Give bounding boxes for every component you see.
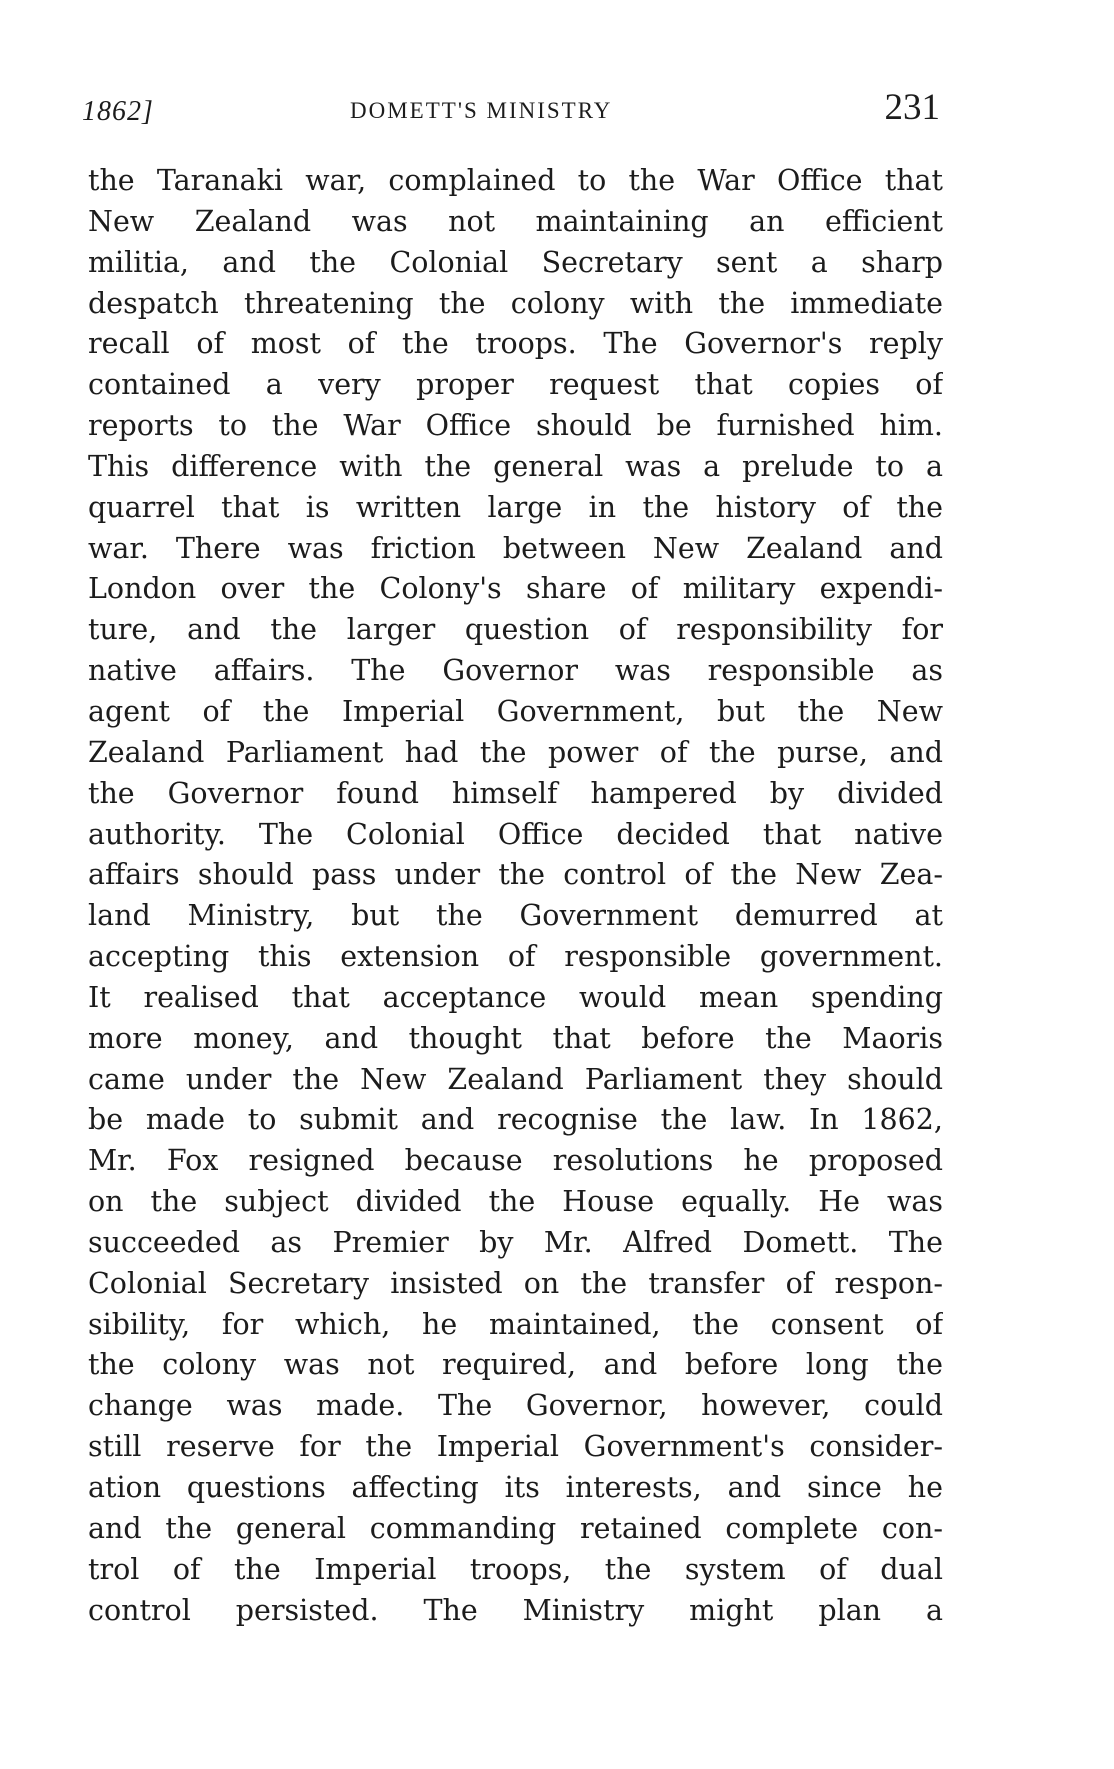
- text-line: more money, and thought that before the Maoris: [88, 1021, 943, 1055]
- text-line: It realised that acceptance would mean spending: [88, 980, 943, 1014]
- text-line: and the general commanding retained complete con-: [88, 1511, 943, 1545]
- text-line: native affairs. The Governor was responsible as: [88, 654, 943, 688]
- text-line: control persisted. The Ministry might plan a: [88, 1593, 943, 1627]
- text-line: came under the New Zealand Parliament they should: [88, 1062, 943, 1096]
- text-line: Zealand Parliament had the power of the purse, and: [88, 735, 943, 769]
- text-line: on the subject divided the House equally. He was: [88, 1185, 943, 1219]
- text-line: quarrel that is written large in the history of the: [88, 490, 943, 524]
- running-head-year: 1862]: [82, 96, 154, 127]
- running-head-title: DOMETT'S MINISTRY: [350, 98, 613, 123]
- text-line: war. There was friction between New Zealand and: [88, 531, 943, 565]
- text-line: be made to submit and recognise the law. In 1862,: [88, 1103, 943, 1137]
- text-line: Colonial Secretary insisted on the transfer of respon-: [88, 1266, 943, 1300]
- text-line: affairs should pass under the control of the New Zea-: [88, 858, 943, 892]
- text-line: agent of the Imperial Government, but the New: [88, 694, 943, 728]
- text-line: change was made. The Governor, however, could: [88, 1389, 943, 1423]
- text-line: succeeded as Premier by Mr. Alfred Domett. The: [88, 1225, 943, 1259]
- text-line: the Governor found himself hampered by divided: [88, 776, 943, 810]
- running-head: [82, 86, 942, 130]
- text-line: reports to the War Office should be furnished him.: [88, 409, 943, 443]
- text-line: the colony was not required, and before long the: [88, 1348, 943, 1382]
- page-number: 231: [884, 87, 940, 128]
- body-text: [88, 161, 943, 1631]
- text-line: land Ministry, but the Government demurred at: [88, 899, 943, 933]
- text-line: authority. The Colonial Office decided that native: [88, 817, 943, 851]
- text-line: ture, and the larger question of responsibility for: [88, 613, 943, 647]
- text-line: militia, and the Colonial Secretary sent a sharp: [88, 245, 943, 279]
- text-line: accepting this extension of responsible government.: [88, 940, 943, 974]
- text-line: the Taranaki war, complained to the War Office that: [88, 164, 943, 197]
- text-line: trol of the Imperial troops, the system of dual: [88, 1552, 943, 1586]
- text-line: sibility, for which, he maintained, the consent of: [88, 1307, 943, 1341]
- text-line: This difference with the general was a prelude to a: [88, 449, 943, 483]
- text-line: recall of most of the troops. The Governor's reply: [88, 327, 943, 361]
- text-line: New Zealand was not maintaining an efficient: [88, 204, 943, 238]
- text-line: contained a very proper request that copies of: [88, 368, 943, 402]
- text-line: ation questions affecting its interests, and since he: [88, 1471, 943, 1504]
- text-line: Mr. Fox resigned because resolutions he proposed: [88, 1144, 943, 1178]
- text-line: London over the Colony's share of military expendi-: [88, 572, 943, 606]
- text-line: despatch threatening the colony with the immediate: [88, 286, 943, 320]
- text-line: still reserve for the Imperial Government's consider-: [88, 1430, 943, 1464]
